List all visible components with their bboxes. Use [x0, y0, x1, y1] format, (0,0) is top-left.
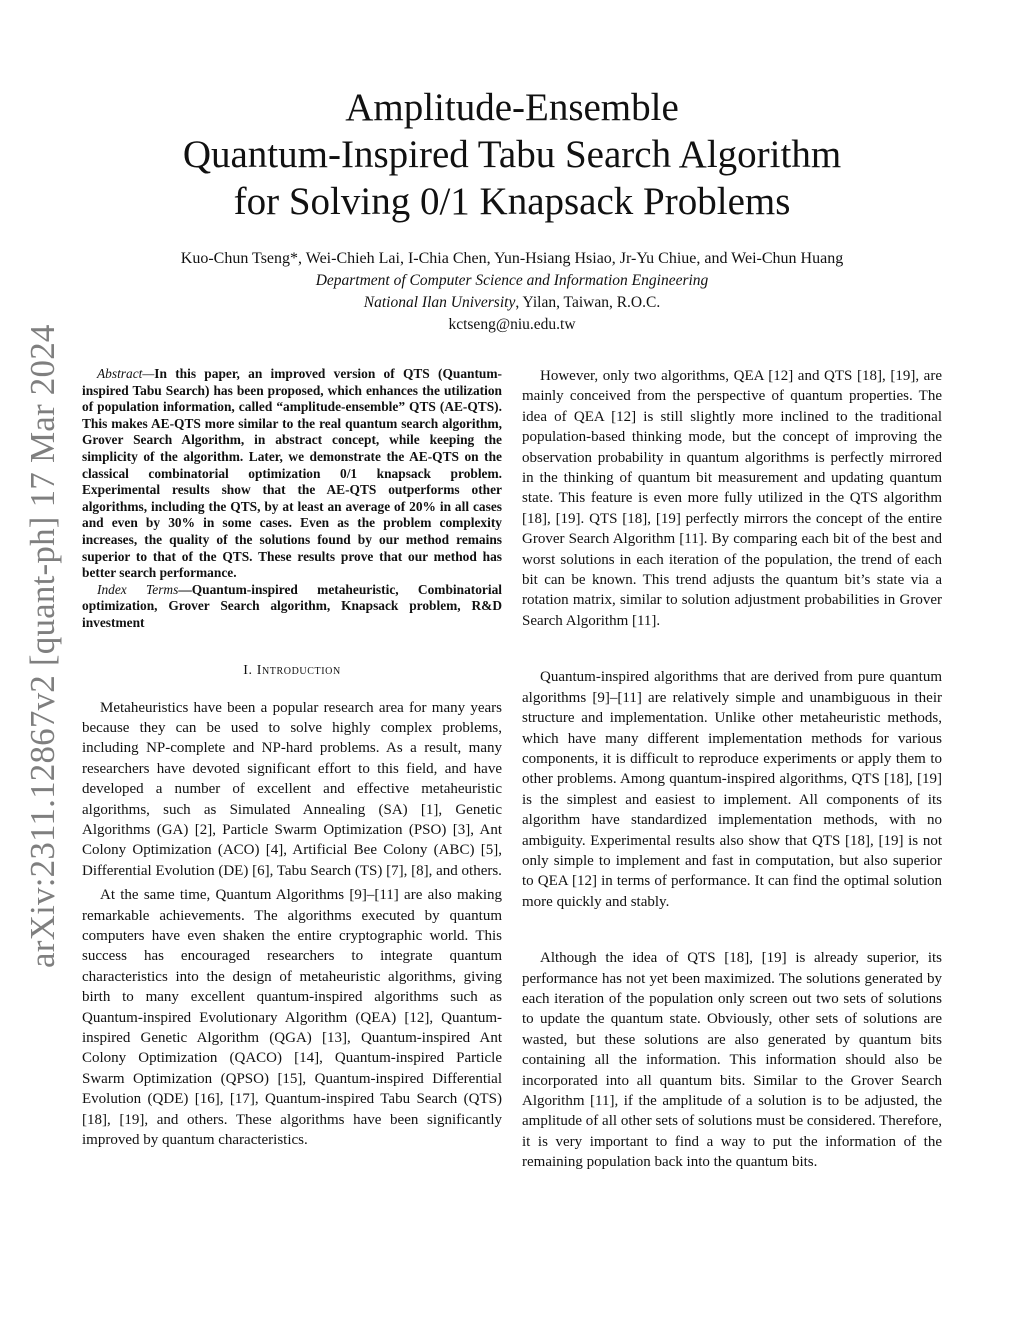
index-terms	[82, 582, 502, 632]
intro-paragraph-1: Metaheuristics have been a popular research area for many years because they can be used to solve highly complex problems, including NP-complete and NP-hard problems. As a result, many researchers have devoted significant effort to this field, and have developed a number of excellent and effective metaheuristic algorithms, such as Simulated Annealing (SA) [1], Genetic Algorithms (GA) [2], Particle Swarm Optimization (PSO) [3], Ant Colony Optimization (ACO) [4], Artificial Bee Colony (ABC) [5], Differential Evolution (DE) [6], Tabu Search (TS) [7], [8], and others.	[82, 699, 502, 879]
index-terms-label: Index Terms	[97, 581, 179, 597]
abstract-text: In this paper, an improved version of QTS (Quantum-inspired Tabu Search) has been proposed, which enhances the utilization of population information, called “amplitude-ensemble” QTS (AE-QTS). This makes AE-QTS more similar to the real quantum search algorithm, Grover Search Algorithm, in abstract concept, while keeping the simplicity of the algorithm. Later, we demonstrate the AE-QTS on the classical combinatorial optimization 0/1 knapsack problem. Experimental results show that the AE-QTS outperforms other algorithms, including the QTS, by at least an average of 20% in all cases and even by 30% in some cases. Even as the problem complexity increases, the quality of the solutions found by our method remains superior to that of the QTS. These results prove that our method has better search performance.	[82, 366, 502, 581]
title-line-3: for Solving 0/1 Knapsack Problems	[233, 180, 791, 223]
abstract-label: Abstract—	[97, 366, 155, 381]
university-name: National Ilan University	[363, 294, 516, 311]
arxiv-watermark: arXiv:2311.12867v2 [quant-ph] 17 Mar 2024	[23, 324, 62, 968]
paragraph-gap	[522, 912, 942, 948]
paragraph-gap	[522, 631, 942, 667]
department-name: Department of Computer Science and Information Engineering	[315, 272, 709, 289]
author-list: Kuo-Chun Tseng*, Wei-Chieh Lai, I-Chia Chen, Yun-Hsiang Hsiao, Jr-Yu Chiue, and Wei-Chun Huang	[180, 250, 844, 267]
intro-paragraph-5: Although the idea of QTS [18], [19] is already superior, its performance has not yet been maximized. The solutions generated by each iteration of the population only screen out two sets of solutions to update the quantum state. Obviously, other sets of solutions are wasted, but these solutions are also generated by quantum bits containing all the information. This information should also be incorporated into all quantum bits. Similar to the Grover Search Algorithm [11], if the amplitude of a solution is to be adjusted, the amplitude of all other sets of solutions must be considered. Therefore, it is very important to find a way to put the information of the remaining population back into the quantum bits.	[522, 950, 942, 1171]
index-terms-text: —Quantum-inspired metaheuristic, Combinatorial optimization, Grover Search algorithm, Knapsack problem, R&D investment	[82, 581, 502, 630]
title-line-1: Amplitude-Ensemble	[345, 86, 679, 129]
title-line-2: Quantum-Inspired Tabu Search Algorithm	[182, 133, 842, 176]
section-number: I.	[243, 662, 257, 678]
intro-paragraph-4: Quantum-inspired algorithms that are derived from pure quantum algorithms [9]–[11] are relatively simple and unambiguous in their structure and implementation. Unlike other metaheuristic methods, which have many different implementation methods for various components, it is difficult to reproduce experiments or apply them to other problems. Among quantum-inspired algorithms, QTS [18], [19] is the simplest and easiest to implement. All components of its algorithm have standardized implementation methods, with no ambiguity. Experimental results also show that QTS [18], [19] is not only simple to implement and fast in computation, but also superior to QEA [12] in terms of performance. It can find the optimal solution more quickly and stably.	[522, 669, 942, 910]
left-column	[82, 366, 502, 1150]
abstract	[82, 366, 502, 582]
department	[90, 270, 934, 292]
right-column	[522, 366, 942, 1173]
author-email: kctseng@niu.edu.tw	[448, 316, 576, 333]
paper-title	[120, 84, 904, 225]
intro-paragraph-2: At the same time, Quantum Algorithms [9]–[11] are also making remarkable achievements. The algorithms executed by quantum computers have even shaken the entire cryptographic world. This success has encouraged researchers to integrate quantum characteristics into the design of metaheuristic algorithms, giving birth to many excellent quantum-inspired algorithms such as Quantum-inspired Evolutionary Algorithm (QEA) [12], Quantum-inspired Genetic Algorithm (QGA) [13], Quantum-inspired Ant Colony Optimization (QACO) [14], Quantum-inspired Particle Swarm Optimization (QPSO) [15], Quantum-inspired Differential Evolution (QDE) [16], [17], Quantum-inspired Tabu Search (QTS) [18], [19], and others. These algorithms have been significantly improved by quantum characteristics.	[82, 887, 502, 1149]
section-heading-introduction	[82, 662, 502, 680]
affiliation	[90, 292, 934, 314]
section-title: Introduction	[256, 662, 341, 678]
affiliation-location: , Yilan, Taiwan, R.O.C.	[515, 294, 661, 311]
intro-paragraph-3: However, only two algorithms, QEA [12] and QTS [18], [19], are mainly conceived from the perspective of quantum properties. The idea of QEA [12] is still slightly more inclined to the traditional population-based thinking mode, but the concept of improving the observation probability in quantum algorithms is perfectly mirrored in the thinking of quantum bit measurement and updating quantum state. This feature is even more fully utilized in the QTS algorithm [18], [19]. QTS [18], [19] perfectly mirrors the concept of the entire Grover Search Algorithm [11]. By comparing each bit of the best and worst solutions in each iteration of the population, the trend of each bit can be known. This trend adjusts the quantum bit’s state via a rotation matrix, similar to solution adjustment probabilities in Grover Search Algorithm [11].	[522, 368, 942, 629]
